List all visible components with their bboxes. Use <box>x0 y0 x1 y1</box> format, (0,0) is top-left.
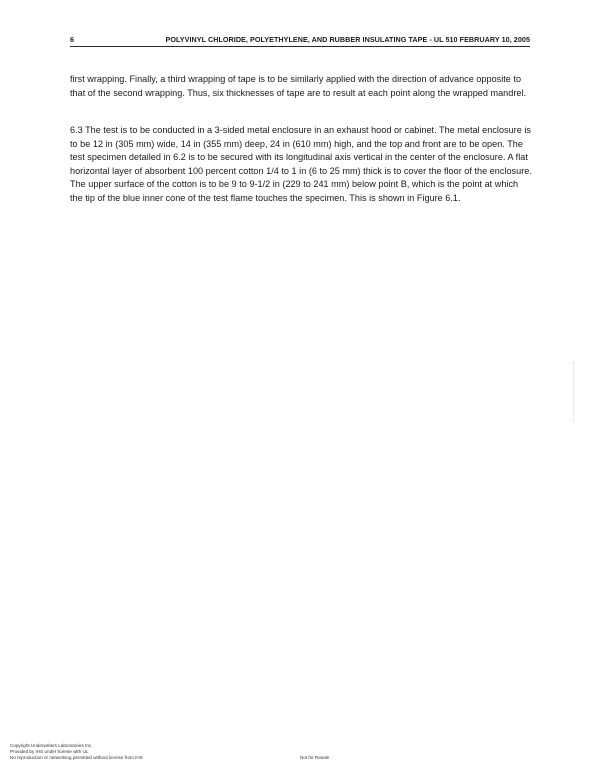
paragraph-section-6-3: 6.3 The test is to be conducted in a 3-sided metal enclosure in an exhaust hood or cabinet. The metal enclosure is to be 12 in (305 mm) wide, 14 in (355 mm) deep, 24 in (610 mm) high, and the top and front are to be open. The test specimen detailed in 6.2 is to be secured with its longitudinal axis vertical in the center of the enclosure. A flat horizontal layer of absorbent 100 percent cotton 1/4 to 1 in (6 to 25 mm) thick is to cover the floor of the enclosure. The upper surface of the cotton is to be 9 to 9-1/2 in (229 to 241 mm) below point B, which is the point at which the tip of the blue inner cone of the test flame touches the specimen. This is shown in Figure 6.1. <box>70 125 532 203</box>
license-line: Provided by IHS under license with UL <box>10 749 89 755</box>
reproduction-line: No reproduction or networking permitted without license from IHS <box>10 755 143 761</box>
paragraph-continuation: first wrapping. Finally, a third wrapping of tape is to be similarly applied with the direction of advance opposite to that of the second wrapping. Thus, six thicknesses of tape are to result at each point along the wrapped mandrel. <box>70 74 527 98</box>
margin-watermark <box>573 362 578 422</box>
page-number: 6 <box>70 35 75 44</box>
document-title: POLYVINYL CHLORIDE, POLYETHYLENE, AND RUBBER INSULATING TAPE - UL 510 FEBRUARY 10, 2005 <box>165 35 530 44</box>
copyright-line: Copyright Underwriters Laboratories Inc. <box>10 743 93 748</box>
copyright-notice <box>10 743 143 762</box>
header-divider <box>70 46 530 47</box>
not-for-resale-label: Not for Resale <box>300 755 330 760</box>
